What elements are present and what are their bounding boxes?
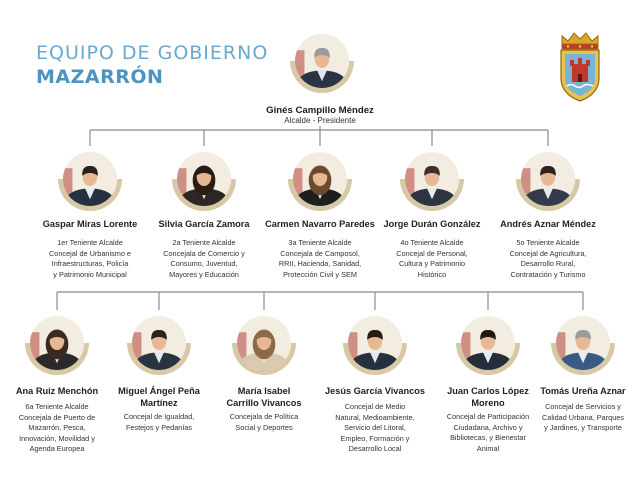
member-role-line: Concejal de Participación [446,412,530,421]
member-name: Ana Ruiz Menchón [15,386,99,396]
member-portrait [126,310,192,381]
member-role-line: Concejal de Igualdad, [123,412,195,421]
member-role-line: Concejala de Camposol, [280,248,360,258]
member-name: Carrillo Vivancos [226,398,302,408]
member-portrait [550,310,616,381]
member-role-line: Animal [476,443,500,453]
member-portrait [342,310,408,381]
member-name: Tomás Ureña Aznar [540,386,626,396]
member-role-line: Mayores y Educación [169,269,239,279]
member-role-line: 6a Teniente Alcalde [25,402,89,411]
member-role-line: Bibliotecas, y Bienestar [450,433,526,442]
portrait-photo [550,310,616,376]
header-title: EQUIPO DE GOBIERNO [36,42,269,64]
member-role-line: y Patrimonio Municipal [53,269,127,279]
member-role-line: Desarrollo Local [348,444,402,453]
member-name: Martínez [140,398,178,408]
member-name: Andrés Aznar Méndez [500,219,596,229]
portrait-photo [126,310,192,376]
member-role-line: Concejal de Servicios y [545,402,621,411]
mayor-name: Ginés Campillo Méndez [266,105,374,116]
portrait-photo [515,146,581,212]
member-role-line: Empleo, Formación y [340,433,410,443]
member-role-line: Festejos y Pedanías [125,422,193,432]
member-portrait [455,310,521,381]
member-role-line: Agenda Europea [29,444,85,453]
member-role-line: Servicio del Litoral, [344,423,406,432]
member-role-line: 2a Teniente Alcalde [172,238,236,247]
member-role-line: 4o Teniente Alcalde [400,238,464,247]
portrait-photo [57,146,123,212]
member-role-line: Social y Deportes [235,422,293,432]
member-role-line: Cultura y Patrimonio [398,259,466,268]
portrait-photo [171,146,237,212]
member-role-line: Protección Civil y SEM [283,269,357,279]
portrait-photo [455,310,521,376]
portrait-photo [24,310,90,376]
member-role-line: Innovación, Movilidad y [19,433,95,443]
member-name: Gaspar Miras Lorente [42,219,138,229]
member-name: Juan Carlos López [447,386,529,396]
header-subtitle: MAZARRÓN [36,66,164,88]
member-role-line: Concejal de Medio [344,402,406,411]
member-role-line: Concejal de Urbanismo e [49,248,131,258]
member-portrait [231,310,297,381]
member-role-line: Concejala de Comercio y [163,248,245,258]
member-role-line: Concejala de Puerto de [18,412,96,422]
member-name: María Isabel [237,386,291,396]
member-role-line: y Jardines, y Transporte [544,423,622,432]
member-portrait [287,146,353,217]
member-role-line: Concejala de Política [229,412,299,421]
member-role-line: 3a Teniente Alcalde [288,238,352,247]
member-role-line: Consumo, Juventud, [170,259,238,268]
member-portrait [171,146,237,217]
member-role-line: Calidad Urbana, Parques [542,412,624,422]
portrait-photo [289,28,355,94]
member-role-line: 1er Teniente Alcalde [57,238,123,247]
member-name: Silvia García Zamora [158,219,250,229]
member-role-line: Ciudadana, Archivo y [453,422,523,432]
member-role-line: Contratación y Turismo [510,269,586,279]
portrait-photo [231,310,297,376]
member-role-line: Histórico [417,269,447,279]
member-role-line: Concejal de Personal, [396,248,468,258]
member-name: Jorge Durán González [383,219,481,229]
member-name: Jesús García Vivancos [325,386,425,396]
portrait-photo [342,310,408,376]
member-role-line: Mazarrón, Pesca, [28,423,86,432]
member-role-line: Concejal de Agricultura, [509,248,587,258]
mayor-role: Alcalde - Presidente [284,116,356,125]
member-name: Miguel Ángel Peña [118,386,200,396]
member-name: Carmen Navarro Paredes [265,219,375,229]
mayor-portrait [289,28,353,98]
member-portrait [24,310,90,381]
member-portrait [399,146,465,217]
member-role-line: Desarrollo Rural, [520,259,576,268]
member-portrait [57,146,123,217]
member-role-line: Natural, Medioambiente, [335,412,415,422]
member-role-line: RRII, Hacienda, Sanidad, [278,259,362,268]
member-portrait [515,146,581,217]
member-role-line: Infraestructuras, Policía [51,259,129,268]
member-role-line: 5o Teniente Alcalde [516,238,580,247]
member-name: Moreno [471,398,505,408]
portrait-photo [287,146,353,212]
portrait-photo [399,146,465,212]
